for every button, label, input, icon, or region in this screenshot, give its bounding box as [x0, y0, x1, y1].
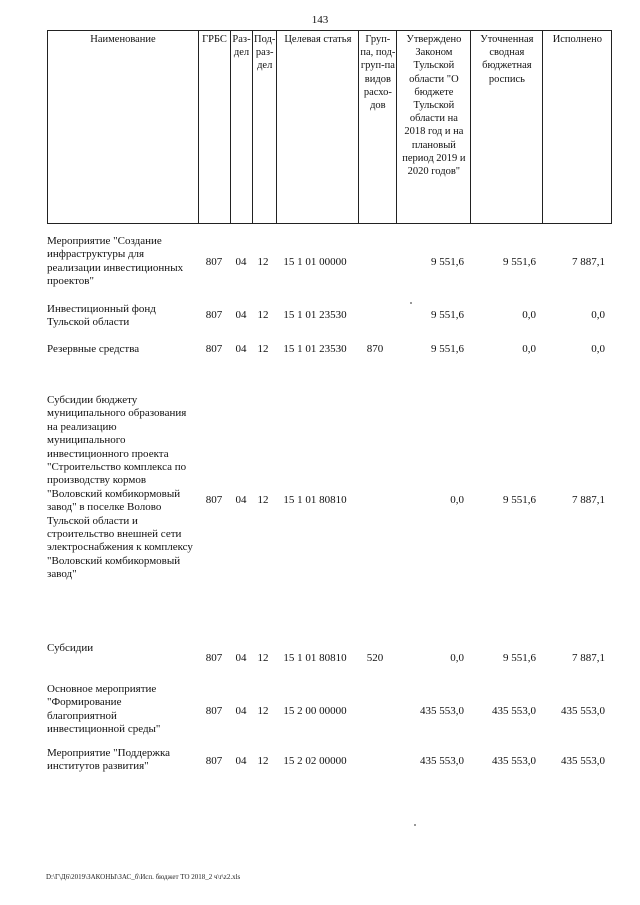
row-razdel: 04	[235, 494, 247, 507]
row-target: 15 2 02 00000	[283, 755, 347, 768]
row-razdel: 04	[235, 755, 247, 768]
header-name: Наименование	[48, 31, 199, 224]
header-group: Груп-па, под-груп-па видов расхо-дов	[359, 31, 397, 224]
table-row	[47, 744, 609, 780]
row-razdel: 04	[235, 652, 247, 665]
row-name: Инвестиционный фонд Тульской области	[47, 303, 156, 329]
row-group	[356, 680, 394, 744]
header-grbs: ГРБС	[199, 31, 231, 224]
row-group	[356, 230, 394, 296]
header-executed: Исполнено	[543, 31, 612, 224]
table-row	[47, 296, 609, 336]
row-group: 870	[366, 343, 384, 356]
row-executed: 7 887,1	[572, 256, 605, 269]
row-target: 15 1 01 80810	[283, 494, 347, 507]
row-grbs: 807	[205, 309, 223, 322]
row-podrazdel: 12	[257, 309, 269, 322]
header-revised: Уточненная сводная бюджетная роспись	[471, 31, 543, 224]
column-header-table	[47, 30, 612, 224]
row-name: Субсидии бюджету муниципального образования на реализацию муниципального инвестиционного проекта "Строительство комплекса по производству кормов "Воловский комбикормовый завод" в поселке Волово Тульской области и строительство внешней сети электроснабжения к комплексу "Воловский комбикормовый завод"	[47, 394, 193, 581]
row-name: Мероприятие "Создание инфраструктуры для реализации инвестиционных проектов"	[47, 235, 184, 288]
row-razdel: 04	[235, 705, 247, 718]
row-executed: 0,0	[591, 309, 605, 322]
row-podrazdel: 12	[257, 755, 269, 768]
row-name: Мероприятие "Поддержка институтов развития"	[47, 747, 171, 773]
row-executed: 7 887,1	[572, 652, 605, 665]
row-revised: 0,0	[522, 309, 536, 322]
table-row	[47, 680, 609, 744]
row-podrazdel: 12	[257, 652, 269, 665]
row-grbs: 807	[205, 343, 223, 356]
row-grbs: 807	[205, 652, 223, 665]
row-grbs: 807	[205, 494, 223, 507]
row-grbs: 807	[205, 705, 223, 718]
row-executed: 0,0	[591, 343, 605, 356]
row-name: Субсидии	[47, 642, 94, 654]
row-podrazdel: 12	[257, 705, 269, 718]
row-target: 15 1 01 23530	[283, 343, 347, 356]
page-number: 143	[311, 14, 329, 26]
row-name: Резервные средства	[47, 343, 140, 355]
row-executed: 435 553,0	[561, 755, 605, 768]
row-revised: 9 551,6	[503, 494, 536, 507]
row-target: 15 1 01 80810	[283, 652, 347, 665]
row-grbs: 807	[205, 755, 223, 768]
table-row	[47, 638, 609, 680]
row-razdel: 04	[235, 256, 247, 269]
row-executed: 7 887,1	[572, 494, 605, 507]
row-group	[356, 296, 394, 336]
row-approved: 9 551,6	[431, 256, 464, 269]
row-revised: 435 553,0	[492, 755, 536, 768]
row-approved: 9 551,6	[431, 343, 464, 356]
scan-speck	[410, 302, 412, 304]
row-revised: 9 551,6	[503, 652, 536, 665]
table-row	[47, 230, 609, 296]
row-podrazdel: 12	[257, 256, 269, 269]
budget-table	[47, 230, 609, 780]
table-row	[47, 364, 609, 638]
file-path-footer: D:\Г\Д6\2019\ЗАКОНЫ\ЗАС_б\Исп. бюджет ТО 2018_2 ч\r\z2.xls	[46, 873, 241, 881]
row-target: 15 1 01 23530	[283, 309, 347, 322]
row-grbs: 807	[205, 256, 223, 269]
header-podrazdel: Под-раз-дел	[253, 31, 277, 224]
row-approved: 0,0	[450, 652, 464, 665]
row-executed: 435 553,0	[561, 705, 605, 718]
row-revised: 435 553,0	[492, 705, 536, 718]
row-approved: 0,0	[450, 494, 464, 507]
header-approved: Утверждено Законом Тульской области "О бюджете Тульской области на 2018 год и на плановый период 2019 и 2020 годов"	[397, 31, 471, 224]
row-approved: 435 553,0	[420, 705, 464, 718]
row-group	[356, 364, 394, 638]
row-revised: 0,0	[522, 343, 536, 356]
row-name: Основное мероприятие "Формирование благоприятной инвестиционной среды"	[47, 683, 161, 736]
row-podrazdel: 12	[257, 494, 269, 507]
row-group	[356, 744, 394, 780]
table-row	[47, 336, 609, 364]
row-target: 15 2 00 00000	[283, 705, 347, 718]
row-approved: 435 553,0	[420, 755, 464, 768]
header-target: Целевая статья	[277, 31, 359, 224]
row-revised: 9 551,6	[503, 256, 536, 269]
row-razdel: 04	[235, 343, 247, 356]
row-podrazdel: 12	[257, 343, 269, 356]
row-razdel: 04	[235, 309, 247, 322]
scan-speck	[414, 824, 416, 826]
row-group: 520	[366, 652, 384, 665]
row-target: 15 1 01 00000	[283, 256, 347, 269]
row-approved: 9 551,6	[431, 309, 464, 322]
header-razdel: Раз-дел	[231, 31, 253, 224]
